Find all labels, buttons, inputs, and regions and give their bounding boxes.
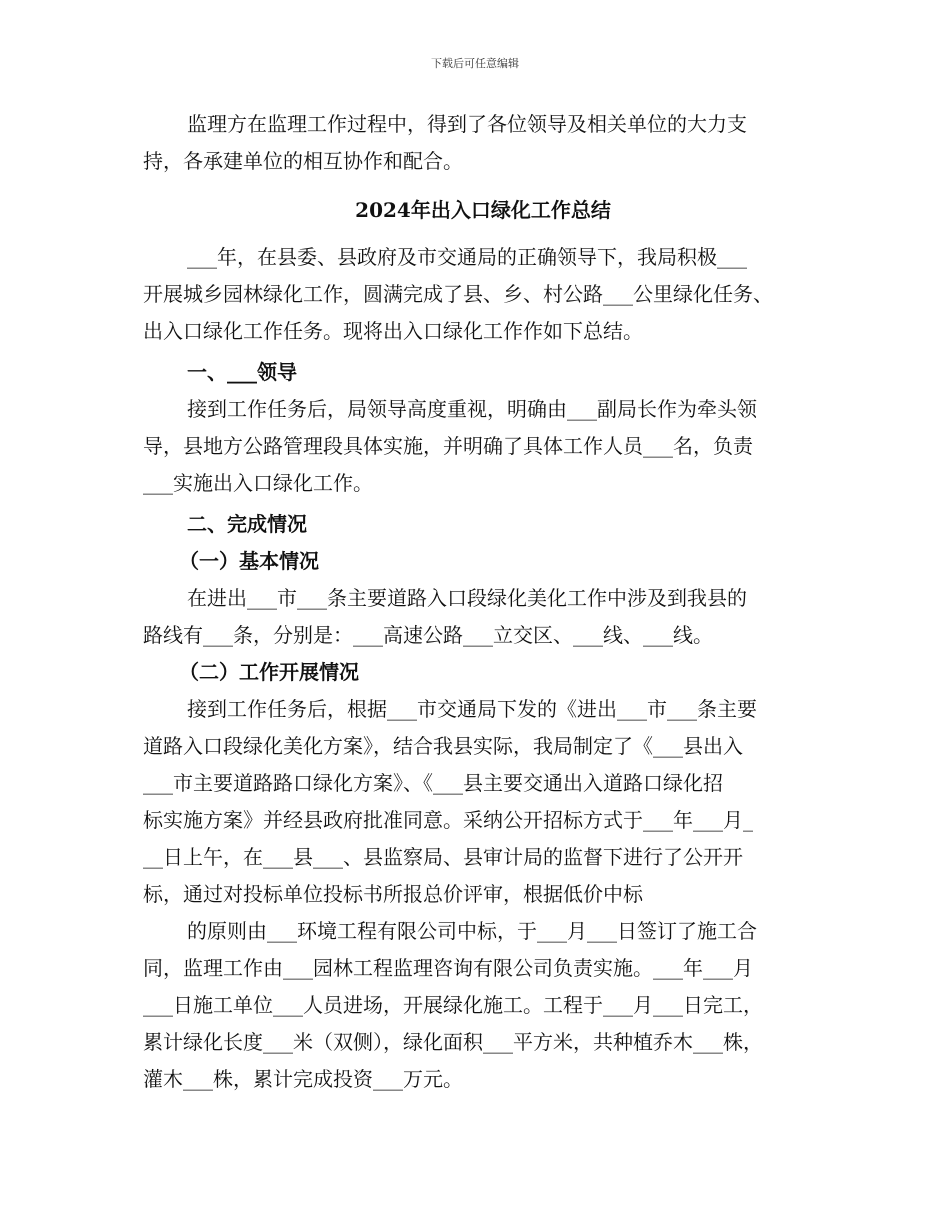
text-line: 同，监理工作由___园林工程监理咨询有限公司负责实施。___年___月 [143,956,753,980]
subsection-2-paragraph [143,691,823,1098]
document-body [143,106,823,1098]
document-title: 2024年出入口绿化工作总结 [355,198,611,222]
text-line: 路线有___条，分别是：___高速公路___立交区、___线、___线。 [143,623,713,647]
text-line: 标，通过对投标单位投标书所报总价评审，根据低价中标 [143,882,643,906]
subsection-1-heading: （一）基本情况 [179,549,319,573]
text-line: 监理方在监理工作过程中，得到了各位领导及相关单位的大力支 [187,112,747,136]
text-line: __日上午，在___县___、县监察局、县审计局的监督下进行了公开开 [143,845,743,869]
header-note: 下载后可任意编辑 [431,57,519,70]
text-line: ___实施出入口绿化工作。 [143,471,373,495]
text-line: 灌木___株，累计完成投资___万元。 [143,1067,463,1091]
text-line: 道路入口段绿化美化方案》，结合我县实际，我局制定了《___县出入 [143,734,743,758]
subsection-2-heading: （二）工作开展情况 [179,660,359,684]
section-1-heading: 一、___领导 [187,360,297,384]
text-line: 开展城乡园林绿化工作，圆满完成了县、乡、村公路___公里绿化任务、 [143,282,773,306]
text-line: ___市主要道路路口绿化方案》、《___县主要交通出入道路口绿化招 [143,771,723,795]
text-line: 接到工作任务后，局领导高度重视，明确由___副局长作为牵头领 [187,397,757,421]
section-1-paragraph [143,391,823,502]
text-line: 导，县地方公路管理段具体实施，并明确了具体工作人员___名，负责 [143,434,753,458]
text-line: 出入口绿化工作任务。现将出入口绿化工作作如下总结。 [143,319,643,343]
section-2-heading: 二、完成情况 [187,512,307,536]
intro-paragraph [143,106,823,180]
text-line: 标实施方案》并经县政府批准同意。采纳公开招标方式于___年___月_ [143,808,753,832]
text-line: 持，各承建单位的相互协作和配合。 [143,149,463,173]
text-line: 的原则由___环境工程有限公司中标，于___月___日签订了施工合 [187,919,757,943]
subsection-1-paragraph [143,580,823,654]
text-line: ___年，在县委、县政府及市交通局的正确领导下，我局积极___ [187,245,747,269]
text-line: 在进出___市___条主要道路入口段绿化美化工作中涉及到我县的 [187,586,747,610]
paragraph-1 [143,239,823,350]
text-line: 累计绿化长度___米（双侧），绿化面积___平方米，共种植乔木___株， [143,1030,763,1054]
text-line: 接到工作任务后，根据___市交通局下发的《进出___市___条主要 [187,697,757,721]
text-line: ___日施工单位___人员进场，开展绿化施工。工程于___月___日完工， [143,993,763,1017]
